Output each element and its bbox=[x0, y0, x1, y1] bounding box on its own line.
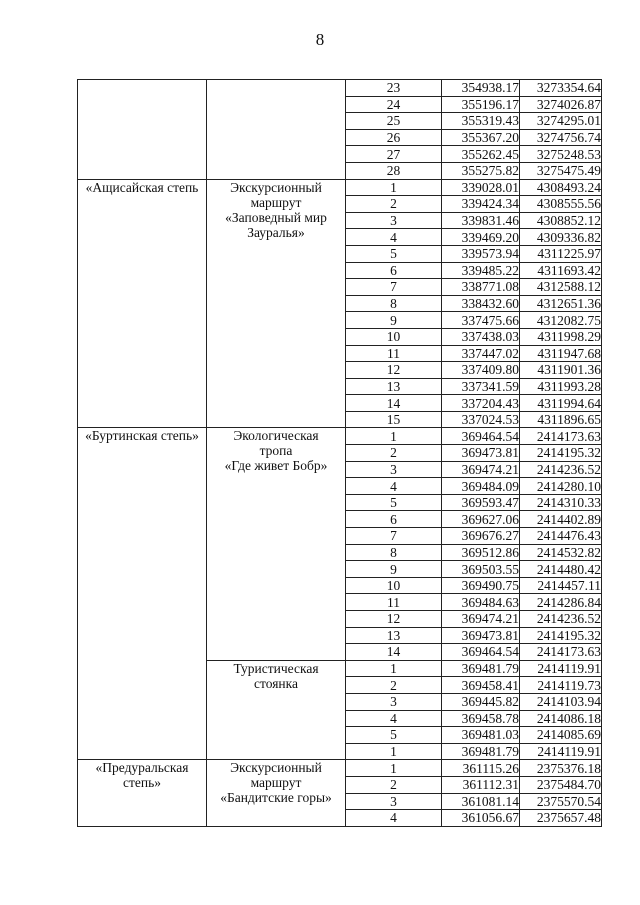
point-number-cell: 1 bbox=[346, 760, 442, 777]
y-coordinate-cell: 2414195.32 bbox=[520, 627, 602, 644]
y-coordinate-cell: 4308852.12 bbox=[520, 212, 602, 229]
y-coordinate-cell: 2414119.91 bbox=[520, 660, 602, 677]
y-coordinate-cell: 3274295.01 bbox=[520, 113, 602, 130]
point-number-cell: 14 bbox=[346, 395, 442, 412]
x-coordinate-cell: 369474.21 bbox=[442, 461, 520, 478]
x-coordinate-cell: 369481.79 bbox=[442, 660, 520, 677]
x-coordinate-cell: 361115.26 bbox=[442, 760, 520, 777]
point-number-cell: 7 bbox=[346, 279, 442, 296]
y-coordinate-cell: 4311225.97 bbox=[520, 245, 602, 262]
x-coordinate-cell: 369458.78 bbox=[442, 710, 520, 727]
y-coordinate-cell: 2375376.18 bbox=[520, 760, 602, 777]
y-coordinate-cell: 2414457.11 bbox=[520, 577, 602, 594]
x-coordinate-cell: 337341.59 bbox=[442, 378, 520, 395]
x-coordinate-cell: 339485.22 bbox=[442, 262, 520, 279]
point-number-cell: 3 bbox=[346, 212, 442, 229]
x-coordinate-cell: 369676.27 bbox=[442, 528, 520, 545]
x-coordinate-cell: 355275.82 bbox=[442, 162, 520, 179]
x-coordinate-cell: 369503.55 bbox=[442, 561, 520, 578]
x-coordinate-cell: 369512.86 bbox=[442, 544, 520, 561]
y-coordinate-cell: 4311998.29 bbox=[520, 328, 602, 345]
point-number-cell: 14 bbox=[346, 644, 442, 661]
y-coordinate-cell: 2375657.48 bbox=[520, 810, 602, 827]
x-coordinate-cell: 338771.08 bbox=[442, 279, 520, 296]
table-row bbox=[78, 80, 602, 97]
x-coordinate-cell: 355367.20 bbox=[442, 129, 520, 146]
point-number-cell: 4 bbox=[346, 229, 442, 246]
point-number-cell: 24 bbox=[346, 96, 442, 113]
page-number: 8 bbox=[315, 30, 325, 49]
point-number-cell: 5 bbox=[346, 727, 442, 744]
point-number-cell: 4 bbox=[346, 810, 442, 827]
y-coordinate-cell: 4311693.42 bbox=[520, 262, 602, 279]
area-name-cell: «Предуральская степь» bbox=[78, 760, 207, 826]
point-number-cell: 27 bbox=[346, 146, 442, 163]
y-coordinate-cell: 2414286.84 bbox=[520, 594, 602, 611]
x-coordinate-cell: 339424.34 bbox=[442, 196, 520, 213]
x-coordinate-cell: 355262.45 bbox=[442, 146, 520, 163]
point-number-cell: 12 bbox=[346, 362, 442, 379]
y-coordinate-cell: 2414085.69 bbox=[520, 727, 602, 744]
y-coordinate-cell: 4311901.36 bbox=[520, 362, 602, 379]
y-coordinate-cell: 4308555.56 bbox=[520, 196, 602, 213]
point-number-cell: 6 bbox=[346, 511, 442, 528]
y-coordinate-cell: 4312082.75 bbox=[520, 312, 602, 329]
point-number-cell: 2 bbox=[346, 445, 442, 462]
x-coordinate-cell: 337204.43 bbox=[442, 395, 520, 412]
x-coordinate-cell: 339028.01 bbox=[442, 179, 520, 196]
y-coordinate-cell: 2414532.82 bbox=[520, 544, 602, 561]
point-number-cell: 1 bbox=[346, 428, 442, 445]
y-coordinate-cell: 4312651.36 bbox=[520, 295, 602, 312]
point-number-cell: 1 bbox=[346, 179, 442, 196]
x-coordinate-cell: 369593.47 bbox=[442, 494, 520, 511]
facility-name-cell bbox=[207, 80, 346, 180]
point-number-cell: 2 bbox=[346, 196, 442, 213]
area-name-cell bbox=[78, 80, 207, 180]
x-coordinate-cell: 369464.54 bbox=[442, 428, 520, 445]
y-coordinate-cell: 2414119.73 bbox=[520, 677, 602, 694]
x-coordinate-cell: 337447.02 bbox=[442, 345, 520, 362]
point-number-cell: 1 bbox=[346, 660, 442, 677]
x-coordinate-cell: 354938.17 bbox=[442, 80, 520, 97]
y-coordinate-cell: 2414173.63 bbox=[520, 644, 602, 661]
y-coordinate-cell: 2414119.91 bbox=[520, 743, 602, 760]
y-coordinate-cell: 2375484.70 bbox=[520, 776, 602, 793]
point-number-cell: 15 bbox=[346, 411, 442, 428]
y-coordinate-cell: 2414086.18 bbox=[520, 710, 602, 727]
y-coordinate-cell: 4309336.82 bbox=[520, 229, 602, 246]
y-coordinate-cell: 2414402.89 bbox=[520, 511, 602, 528]
x-coordinate-cell: 369445.82 bbox=[442, 693, 520, 710]
area-name-cell: «Ащисайская степь bbox=[78, 179, 207, 428]
table-row bbox=[78, 760, 602, 777]
y-coordinate-cell: 3275248.53 bbox=[520, 146, 602, 163]
y-coordinate-cell: 3275475.49 bbox=[520, 162, 602, 179]
x-coordinate-cell: 338432.60 bbox=[442, 295, 520, 312]
table-row bbox=[78, 179, 602, 196]
y-coordinate-cell: 2414236.52 bbox=[520, 611, 602, 628]
point-number-cell: 26 bbox=[346, 129, 442, 146]
point-number-cell: 4 bbox=[346, 478, 442, 495]
y-coordinate-cell: 4311947.68 bbox=[520, 345, 602, 362]
x-coordinate-cell: 369490.75 bbox=[442, 577, 520, 594]
x-coordinate-cell: 369464.54 bbox=[442, 644, 520, 661]
point-number-cell: 11 bbox=[346, 594, 442, 611]
x-coordinate-cell: 339573.94 bbox=[442, 245, 520, 262]
y-coordinate-cell: 4308493.24 bbox=[520, 179, 602, 196]
point-number-cell: 1 bbox=[346, 743, 442, 760]
x-coordinate-cell: 369481.79 bbox=[442, 743, 520, 760]
y-coordinate-cell: 3273354.64 bbox=[520, 80, 602, 97]
y-coordinate-cell: 2414195.32 bbox=[520, 445, 602, 462]
x-coordinate-cell: 339469.20 bbox=[442, 229, 520, 246]
table-row bbox=[78, 428, 602, 445]
point-number-cell: 3 bbox=[346, 461, 442, 478]
x-coordinate-cell: 337024.53 bbox=[442, 411, 520, 428]
x-coordinate-cell: 361056.67 bbox=[442, 810, 520, 827]
x-coordinate-cell: 369484.63 bbox=[442, 594, 520, 611]
x-coordinate-cell: 337409.80 bbox=[442, 362, 520, 379]
facility-name-cell: Экскурсионный маршрут «Заповедный мир Зауралья» bbox=[207, 179, 346, 428]
x-coordinate-cell: 355196.17 bbox=[442, 96, 520, 113]
point-number-cell: 10 bbox=[346, 328, 442, 345]
x-coordinate-cell: 369473.81 bbox=[442, 445, 520, 462]
point-number-cell: 8 bbox=[346, 295, 442, 312]
x-coordinate-cell: 369458.41 bbox=[442, 677, 520, 694]
x-coordinate-cell: 369481.03 bbox=[442, 727, 520, 744]
x-coordinate-cell: 337438.03 bbox=[442, 328, 520, 345]
y-coordinate-cell: 4311993.28 bbox=[520, 378, 602, 395]
y-coordinate-cell: 2375570.54 bbox=[520, 793, 602, 810]
point-number-cell: 11 bbox=[346, 345, 442, 362]
coordinates-table-body bbox=[78, 80, 602, 827]
x-coordinate-cell: 369473.81 bbox=[442, 627, 520, 644]
point-number-cell: 2 bbox=[346, 776, 442, 793]
x-coordinate-cell: 369484.09 bbox=[442, 478, 520, 495]
x-coordinate-cell: 339831.46 bbox=[442, 212, 520, 229]
facility-name-cell: Экологическая тропа «Где живет Бобр» bbox=[207, 428, 346, 660]
y-coordinate-cell: 3274756.74 bbox=[520, 129, 602, 146]
point-number-cell: 9 bbox=[346, 312, 442, 329]
x-coordinate-cell: 361112.31 bbox=[442, 776, 520, 793]
coordinates-table bbox=[77, 79, 602, 827]
point-number-cell: 28 bbox=[346, 162, 442, 179]
point-number-cell: 6 bbox=[346, 262, 442, 279]
x-coordinate-cell: 369627.06 bbox=[442, 511, 520, 528]
area-name-cell: «Буртинская степь» bbox=[78, 428, 207, 760]
x-coordinate-cell: 361081.14 bbox=[442, 793, 520, 810]
x-coordinate-cell: 337475.66 bbox=[442, 312, 520, 329]
y-coordinate-cell: 2414103.94 bbox=[520, 693, 602, 710]
point-number-cell: 3 bbox=[346, 793, 442, 810]
point-number-cell: 5 bbox=[346, 245, 442, 262]
point-number-cell: 3 bbox=[346, 693, 442, 710]
point-number-cell: 5 bbox=[346, 494, 442, 511]
point-number-cell: 12 bbox=[346, 611, 442, 628]
point-number-cell: 9 bbox=[346, 561, 442, 578]
point-number-cell: 7 bbox=[346, 528, 442, 545]
facility-name-cell: Туристическая стоянка bbox=[207, 660, 346, 760]
y-coordinate-cell: 2414480.42 bbox=[520, 561, 602, 578]
y-coordinate-cell: 2414173.63 bbox=[520, 428, 602, 445]
facility-name-cell: Экскурсионный маршрут «Бандитские горы» bbox=[207, 760, 346, 826]
point-number-cell: 10 bbox=[346, 577, 442, 594]
y-coordinate-cell: 2414310.33 bbox=[520, 494, 602, 511]
y-coordinate-cell: 2414476.43 bbox=[520, 528, 602, 545]
y-coordinate-cell: 2414280.10 bbox=[520, 478, 602, 495]
y-coordinate-cell: 3274026.87 bbox=[520, 96, 602, 113]
point-number-cell: 8 bbox=[346, 544, 442, 561]
point-number-cell: 25 bbox=[346, 113, 442, 130]
y-coordinate-cell: 4311896.65 bbox=[520, 411, 602, 428]
y-coordinate-cell: 4312588.12 bbox=[520, 279, 602, 296]
point-number-cell: 23 bbox=[346, 80, 442, 97]
point-number-cell: 13 bbox=[346, 627, 442, 644]
x-coordinate-cell: 369474.21 bbox=[442, 611, 520, 628]
x-coordinate-cell: 355319.43 bbox=[442, 113, 520, 130]
y-coordinate-cell: 2414236.52 bbox=[520, 461, 602, 478]
point-number-cell: 13 bbox=[346, 378, 442, 395]
point-number-cell: 4 bbox=[346, 710, 442, 727]
y-coordinate-cell: 4311994.64 bbox=[520, 395, 602, 412]
point-number-cell: 2 bbox=[346, 677, 442, 694]
